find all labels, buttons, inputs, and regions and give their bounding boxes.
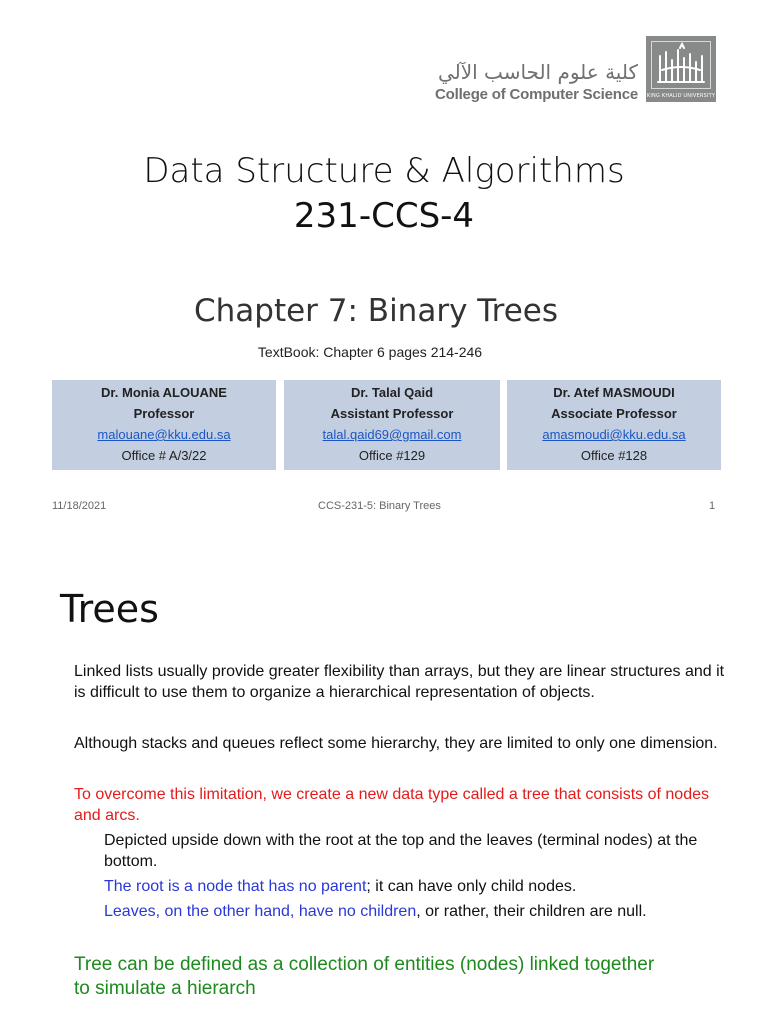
paragraph-tree-definition: To overcome this limitation, we create a new data type called a tree that consists of nodes and arcs. <box>74 786 709 824</box>
professor-email-link[interactable]: malouane@kku.edu.sa <box>97 427 231 442</box>
professor-card <box>52 380 276 470</box>
paragraph-upside-down: Depicted upside down with the root at the top and the leaves (terminal nodes) at the bottom. <box>104 832 698 870</box>
course-code: 231-CCS-4 <box>293 196 475 236</box>
professor-title: Associate Professor <box>551 406 677 421</box>
paragraph-stacks-queues: Although stacks and queues reflect some hierarchy, they are limited to only one dimension. <box>74 735 718 752</box>
professor-office: Office # A/3/22 <box>121 448 207 463</box>
university-emblem-icon <box>646 36 716 102</box>
footer-date: 11/18/2021 <box>52 500 107 512</box>
professor-title: Professor <box>133 406 195 421</box>
calligraphy-icon <box>652 42 710 88</box>
leaves-rest: , or rather, their children are null. <box>416 903 647 920</box>
college-name-arabic: كلية علوم الحاسب الآلي <box>437 60 638 84</box>
footer-page-number: 1 <box>709 500 716 512</box>
emblem-caption: KING KHALID UNIVERSITY <box>646 93 716 99</box>
emblem-frame <box>651 41 711 89</box>
professor-name: Dr. Atef MASMOUDI <box>553 385 675 400</box>
college-logo-text <box>318 60 638 104</box>
professor-name: Dr. Talal Qaid <box>350 385 434 400</box>
slide-divider <box>0 530 768 548</box>
professor-office: Office #128 <box>580 448 648 463</box>
root-highlight: The root is a node that has no parent <box>104 878 367 895</box>
textbook-reference: TextBook: Chapter 6 pages 214-246 <box>257 344 483 360</box>
professor-email-link[interactable]: amasmoudi@kku.edu.sa <box>542 427 686 442</box>
chapter-title: Chapter 7: Binary Trees <box>193 293 559 329</box>
paragraph-leaves <box>104 901 744 922</box>
leaves-highlight: Leaves, on the other hand, have no children <box>104 903 417 920</box>
professor-name: Dr. Monia ALOUANE <box>101 385 227 400</box>
root-rest: ; it can have only child nodes. <box>366 878 577 895</box>
professor-email-link[interactable]: talal.qaid69@gmail.com <box>322 427 462 442</box>
course-title: Data Structure & Algorithms <box>143 151 625 191</box>
professor-card <box>507 380 721 470</box>
college-name-english: College of Computer Science <box>435 86 638 103</box>
professor-title: Assistant Professor <box>330 406 454 421</box>
professor-office: Office #129 <box>358 448 426 463</box>
paragraph-linked-lists: Linked lists usually provide greater flexibility than arrays, but they are linear structures and it is difficult to use them to organize a hierarchical representation of objects. <box>74 663 725 701</box>
slide-title: Trees <box>60 587 159 631</box>
paragraph-collection: Tree can be defined as a collection of entities (nodes) linked together to simulate a hierarch <box>74 954 655 999</box>
paragraph-root <box>104 876 744 897</box>
professor-card <box>284 380 500 470</box>
footer-course: CCS-231-5: Binary Trees <box>318 500 441 512</box>
